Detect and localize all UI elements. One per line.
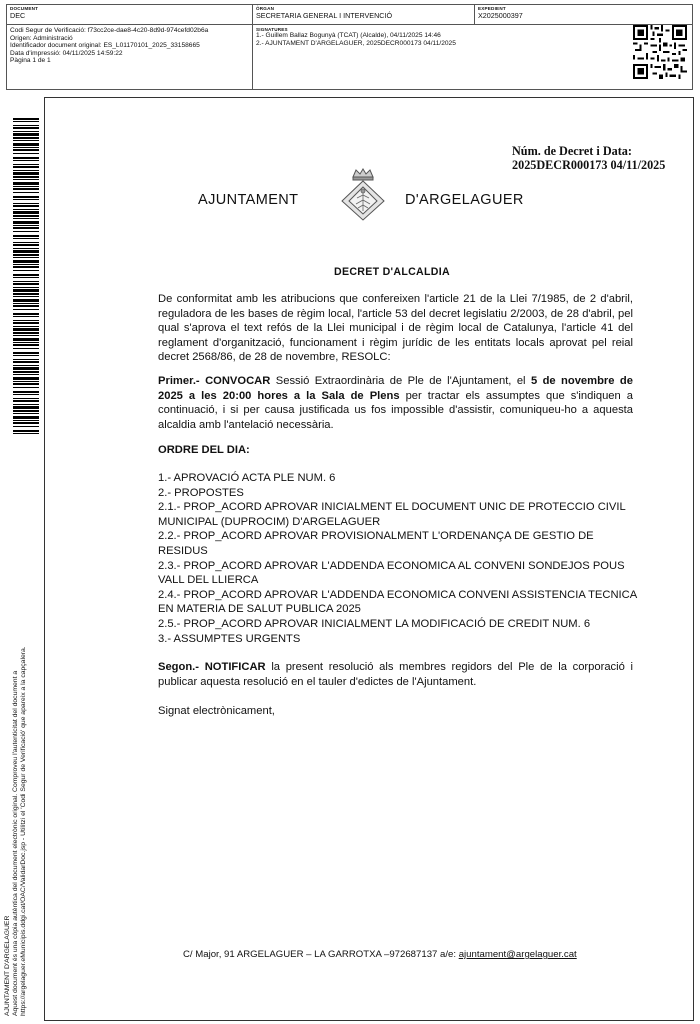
- agenda-item: 2.- PROPOSTES: [158, 486, 244, 499]
- organ-cell: [252, 5, 474, 24]
- decree-number: [512, 144, 665, 172]
- agenda-list: [158, 471, 638, 646]
- header-bottom-row: [7, 24, 692, 90]
- intro-paragraph: De conformitat amb les atribucions que confereixen l'article 21 de la Llei 7/1985, de 2 d'abril, reguladora de les bases de règim local, l'article 53 del decret legislatiu 2/2003, de 28 d'abril, pel qual s'aprova el text refós de la Llei municipal i de règim local de Catalunya, l'article 41 del reglament d'organització, funcionament i règim jurídic de les entitats locals aprovat pel reial decret 2568/86, de 28 de novembre, RESOLC:: [158, 293, 633, 364]
- organ-label: ÒRGAN: [256, 6, 275, 11]
- meeting-date-place: 5 de novembre de 2025 a les 20:00 hores a la Sala de Plens: [158, 375, 633, 402]
- expedient-label: EXPEDIENT: [478, 6, 506, 11]
- agenda-item: 2.5.- PROP_ACORD APROVAR INICIALMENT LA MODIFICACIÓ DE CREDIT NUM. 6: [158, 617, 591, 630]
- sidenote-council: AJUNTAMENT D'ARGELAGUER: [4, 915, 11, 1016]
- page-number: Pàgina 1 de 1: [10, 57, 51, 65]
- first-resolution-text-2: per tractar els assumptes que s'indiquen a continuació, i si per causa justificada us fos impossible d'assistir, comuniqueu-ho a aquesta alcaldia amb l'antelació necessària.: [158, 389, 633, 431]
- document-label: DOCUMENT: [10, 6, 39, 11]
- organ-value: SECRETARIA GENERAL I INTERVENCIÓ: [256, 11, 393, 20]
- barcode-icon: [13, 118, 39, 436]
- print-date: Data d'impressió: 04/11/2025 14:59:22: [10, 49, 123, 57]
- signature-note: Signat electrònicament,: [158, 705, 275, 717]
- decree-title: DECRET D'ALCALDIA: [334, 266, 450, 278]
- second-resolution-heading: Segon.- NOTIFICAR: [158, 661, 266, 673]
- signatures-label: SIGNATURES: [256, 27, 288, 32]
- document-cell: [7, 5, 252, 24]
- signature-1: 1.- Guillem Ballaz Bogunyà (TCAT) (Alcalde), 04/11/2025 14:46: [256, 32, 441, 39]
- verification-code: Codi Segur de Verificació: f73cc2ce-dae8-4c20-8d9d-974cefd02b6a: [10, 27, 209, 34]
- document-value: DEC: [10, 11, 26, 20]
- agenda-item: 2.2.- PROP_ACORD APROVAR PROVISIONALMENT L'ORDENANÇA DE GESTIO DE RESIDUS: [158, 530, 594, 557]
- council-name-right: D'ARGELAGUER: [405, 192, 524, 208]
- expedient-value: X2025000397: [478, 11, 523, 20]
- agenda-item: 3.- ASSUMPTES URGENTS: [158, 632, 301, 645]
- agenda-item: 2.3.- PROP_ACORD APROVAR L'ADDENDA ECONOMICA AL CONVENI SONDEJOS POUS VALL DEL LLIERCA: [158, 559, 625, 587]
- first-resolution-text: Sessió Extraordinària de Ple de l'Ajuntament, el: [270, 375, 531, 387]
- agenda-item: 2.4.- PROP_ACORD APROVAR L'ADDENDA ECONOMICA CONVENI ASSISTENCIA TECNICA EN MATERIA DE SALUT PUBLICA 2025: [158, 588, 637, 616]
- footer-address: [183, 949, 577, 960]
- authenticity-sidenote: [4, 596, 29, 1016]
- second-resolution-text: la present resolució als membres regidors del Ple de la corporació i publicar aquesta resolució en el tauler d'edictes de l'Ajuntament.: [158, 661, 634, 688]
- decree-number-value: 2025DECR000173 04/11/2025: [512, 158, 666, 172]
- expedient-cell: [474, 5, 692, 24]
- council-name-left: AJUNTAMENT: [198, 192, 299, 208]
- header-top-row: [7, 5, 692, 25]
- first-resolution-heading: Primer.- CONVOCAR: [158, 375, 271, 387]
- second-resolution: [158, 660, 633, 689]
- agenda-item: 2.1.- PROP_ACORD APROVAR INICIALMENT EL DOCUMENT UNIC DE PROTECCIO CIVIL MUNICIPAL (DUPROCIM) D'ARGELAGUER: [158, 501, 626, 528]
- first-resolution: [158, 374, 633, 432]
- origin: Origen: Administració: [10, 34, 73, 42]
- footer-email-link[interactable]: ajuntament@argelaguer.cat: [458, 949, 577, 960]
- coat-of-arms-icon: [339, 167, 387, 221]
- decree-number-label: Núm. de Decret i Data:: [512, 144, 632, 158]
- agenda-item: 1.- APROVACIÓ ACTA PLE NUM. 6: [158, 472, 336, 484]
- signature-2: 2.- AJUNTAMENT D'ARGELAGUER, 2025DECR000173 04/11/2025: [256, 39, 456, 47]
- signatures-info: [252, 24, 692, 90]
- agenda-title: ORDRE DEL DIA:: [158, 444, 250, 456]
- original-id: Identificador document original: ES_L01170101_2025_33158665: [10, 42, 200, 50]
- document-header: [6, 4, 693, 90]
- footer-address-text: C/ Major, 91 ARGELAGUER – LA GARROTXA –972687137 a/e:: [183, 949, 459, 960]
- sidenote-validation-url: https://argelaguer.eMunicipis.ddgi.cat/OAC/ValidarDoc.jsp - Utilitzi el 'Codi Segur de Verificació' que apareix a la capçalera.: [20, 646, 28, 1016]
- verification-info: [7, 24, 252, 90]
- sidenote-copy-notice: Aquest document és una còpia autèntica del document electrònic original. Comproveu l'autenticitat del document a: [12, 670, 20, 1016]
- qr-code-icon: [633, 25, 687, 79]
